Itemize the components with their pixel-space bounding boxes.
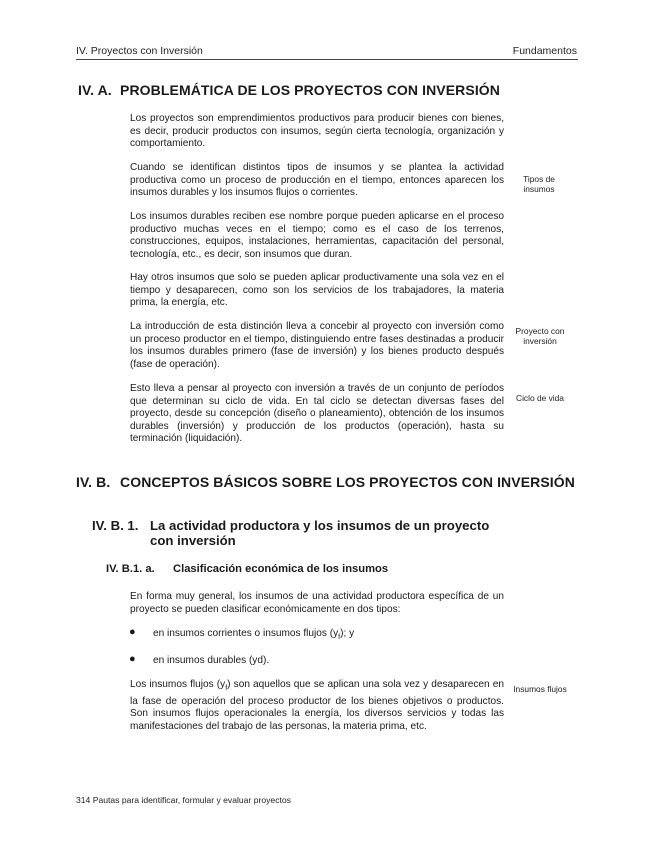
insumos-flujos-paragraph: Los insumos flujos $(y_f)$ son aquellos que se aplican una sola vez y desaparecen en la fase de operación del proceso productor de los bienes objetivos o productos. Son insumos flujos operacionales la energía, los diversos servicios y todas las manifestaciones del trabajo de las personas, la materia prima, etc.	[130, 679, 504, 732]
section-b1-title-line1: La actividad productora y los insumos de un proyecto	[150, 518, 490, 533]
section-b1-title-line2: con inversión	[150, 533, 236, 548]
bullet-icon: ●	[129, 653, 136, 665]
section-a-number: IV. A.	[78, 82, 112, 98]
section-b-number: IV. B.	[76, 474, 111, 490]
margin-note-flujos: Insumos flujos	[513, 684, 567, 694]
section-a-heading	[78, 82, 500, 98]
margin-note-tipos: Tipos de insumos	[523, 174, 555, 194]
page-footer: 314 Pautas para identificar, formular y evaluar proyectos	[76, 795, 291, 805]
section-b1a-title: Clasificación económica de los insumos	[173, 563, 389, 575]
section-b-title: CONCEPTOS BÁSICOS SOBRE LOS PROYECTOS CON INVERSIÓN	[120, 474, 575, 490]
header-rule	[76, 59, 578, 60]
bullet-icon: ●	[129, 626, 136, 638]
paragraph-3: Los insumos durables reciben ese nombre porque pueden aplicarse en el proceso productivo muchas veces en el tiempo; como es el caso de los terrenos, construcciones, equipos, instalaciones, herramientas, capacitación del personal, tecnología, etc., es decir, son insumos que duran.	[130, 211, 504, 260]
running-header-left: IV. Proyectos con Inversión	[76, 45, 203, 57]
running-header-right: Fundamentos	[512, 45, 577, 57]
margin-note-proyecto: Proyecto con inversión	[515, 326, 565, 346]
section-a-title: PROBLEMÁTICA DE LOS PROYECTOS CON INVERSIÓN	[120, 82, 501, 98]
paragraph-4: Hay otros insumos que solo se pueden aplicar productivamente una sola vez en el tiempo y desaparecen, como son los servicios de los trabajadores, la materia prima, la energía, etc.	[130, 272, 504, 308]
section-b1-title	[150, 518, 510, 548]
paragraph-5: La introducción de esta distinción lleva a concebir al proyecto con inversión como un proceso productor en el tiempo, distinguiendo entre fases destinadas a producir los insumos durables primero (fase de inversión) y los bienes producto después (fase de operación).	[130, 321, 504, 370]
paragraph-2: Cuando se identifican distintos tipos de insumos y se plantea la actividad productiva como un proceso de producción en el tiempo, entonces aparecen los insumos durables y los insumos flujos o corrientes.	[130, 162, 504, 198]
bullet-item-flujos: en insumos corrientes o insumos flujos $(y_f)$; y	[153, 628, 355, 642]
section-b-heading	[76, 474, 575, 490]
bullet-item-durables: en insumos durables (yd).	[153, 655, 270, 666]
paragraph-1: Los proyectos son emprendimientos productivos para producir bienes con bienes, es decir, producir productos con insumos, según cierta tecnología, organización y comportamiento.	[130, 113, 504, 149]
section-b1-number: IV. B. 1.	[92, 518, 139, 533]
section-b1a-number: IV. B.1. a.	[106, 563, 155, 575]
margin-note-ciclo: Ciclo de vida	[516, 393, 564, 403]
paragraph-6: Esto lleva a pensar al proyecto con inversión a través de un conjunto de períodos que determinan su ciclo de vida. En tal ciclo se detectan diversas fases del proyecto, desde su concepción (diseño o planeamiento), obtención de los insumos durables (inversión) y producción de los productos (operación), hasta su terminación (liquidación).	[130, 383, 504, 444]
classification-intro: En forma muy general, los insumos de una actividad productora específica de un proyecto se pueden clasificar económicamente en dos tipos:	[130, 591, 504, 615]
